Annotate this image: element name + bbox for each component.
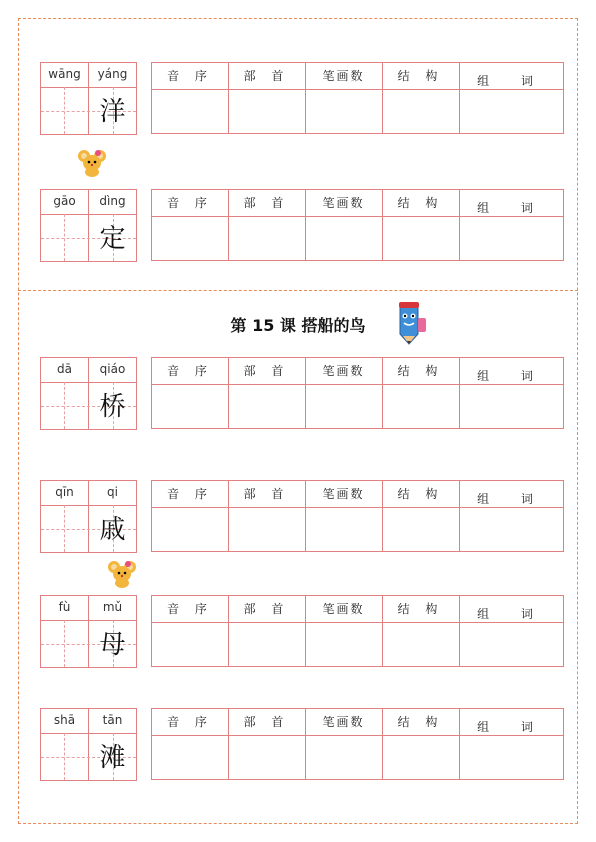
- hanzi: 戚: [99, 515, 126, 545]
- header-bushou: 部 首: [243, 487, 290, 501]
- header-bushou: 部 首: [243, 364, 290, 378]
- pinyin-left: qīn: [55, 485, 74, 499]
- pinyin-character-grid: [40, 708, 137, 781]
- header-jiegou: 结 构: [397, 196, 444, 210]
- character-row: [40, 708, 564, 783]
- pinyin-right: qi: [107, 485, 118, 499]
- analysis-table: [151, 357, 564, 429]
- character-row: [40, 357, 564, 432]
- header-bihuashu: 笔画数: [322, 364, 365, 378]
- analysis-table: [151, 595, 564, 667]
- analysis-table: [151, 189, 564, 261]
- header-bihuashu: 笔画数: [322, 196, 365, 210]
- header-bihuashu: 笔画数: [322, 69, 365, 83]
- header-yinxu: 音 序: [167, 602, 213, 616]
- header-yinxu: 音 序: [167, 196, 213, 210]
- pinyin-right: tān: [102, 713, 123, 727]
- analysis-table: [151, 480, 564, 552]
- header-bushou: 部 首: [243, 602, 290, 616]
- pinyin-character-grid: [40, 480, 137, 553]
- header-jiegou: 结 构: [397, 602, 444, 616]
- mouse-icon: [107, 559, 137, 589]
- header-bihuashu: 笔画数: [322, 715, 365, 729]
- header-yinxu: 音 序: [167, 487, 213, 501]
- header-zuci: 组 词: [477, 492, 547, 506]
- header-jiegou: 结 构: [397, 69, 444, 83]
- header-yinxu: 音 序: [167, 715, 213, 729]
- pinyin-character-grid: [40, 595, 137, 668]
- hanzi: 洋: [99, 97, 126, 127]
- pinyin-left: gāo: [53, 194, 76, 208]
- header-yinxu: 音 序: [167, 69, 213, 83]
- character-row: [40, 595, 564, 670]
- lesson-title: 第 15 课 搭船的鸟: [230, 316, 366, 335]
- character-row: [40, 62, 564, 137]
- header-zuci: 组 词: [477, 201, 547, 215]
- pinyin-right: dìng: [99, 194, 126, 208]
- pinyin-left: wāng: [48, 67, 81, 81]
- section-divider: [18, 290, 578, 291]
- pinyin-left: shā: [53, 713, 76, 727]
- header-zuci: 组 词: [477, 720, 547, 734]
- hanzi: 桥: [99, 392, 126, 422]
- mouse-icon: [77, 148, 107, 178]
- header-zuci: 组 词: [477, 369, 547, 383]
- header-jiegou: 结 构: [397, 487, 444, 501]
- header-bushou: 部 首: [243, 196, 290, 210]
- analysis-table: [151, 62, 564, 134]
- header-bihuashu: 笔画数: [322, 602, 365, 616]
- header-bushou: 部 首: [243, 69, 290, 83]
- pinyin-character-grid: [40, 62, 137, 135]
- header-jiegou: 结 构: [397, 715, 444, 729]
- header-bihuashu: 笔画数: [322, 487, 365, 501]
- character-row: [40, 480, 564, 555]
- hanzi: 母: [99, 630, 126, 660]
- analysis-table: [151, 708, 564, 780]
- hanzi: 定: [99, 224, 126, 254]
- hanzi: 滩: [99, 743, 126, 773]
- character-row: [40, 189, 564, 264]
- header-zuci: 组 词: [477, 607, 547, 621]
- pinyin-left: fù: [58, 600, 71, 614]
- pinyin-right: mǔ: [102, 600, 123, 614]
- pinyin-character-grid: [40, 189, 137, 262]
- pinyin-right: yáng: [97, 67, 128, 81]
- pinyin-character-grid: [40, 357, 137, 430]
- header-bushou: 部 首: [243, 715, 290, 729]
- header-zuci: 组 词: [477, 74, 547, 88]
- header-yinxu: 音 序: [167, 364, 213, 378]
- pinyin-left: dā: [57, 362, 72, 376]
- pencil-mascot-icon: [388, 298, 428, 348]
- header-jiegou: 结 构: [397, 364, 444, 378]
- pinyin-right: qiáo: [99, 362, 126, 376]
